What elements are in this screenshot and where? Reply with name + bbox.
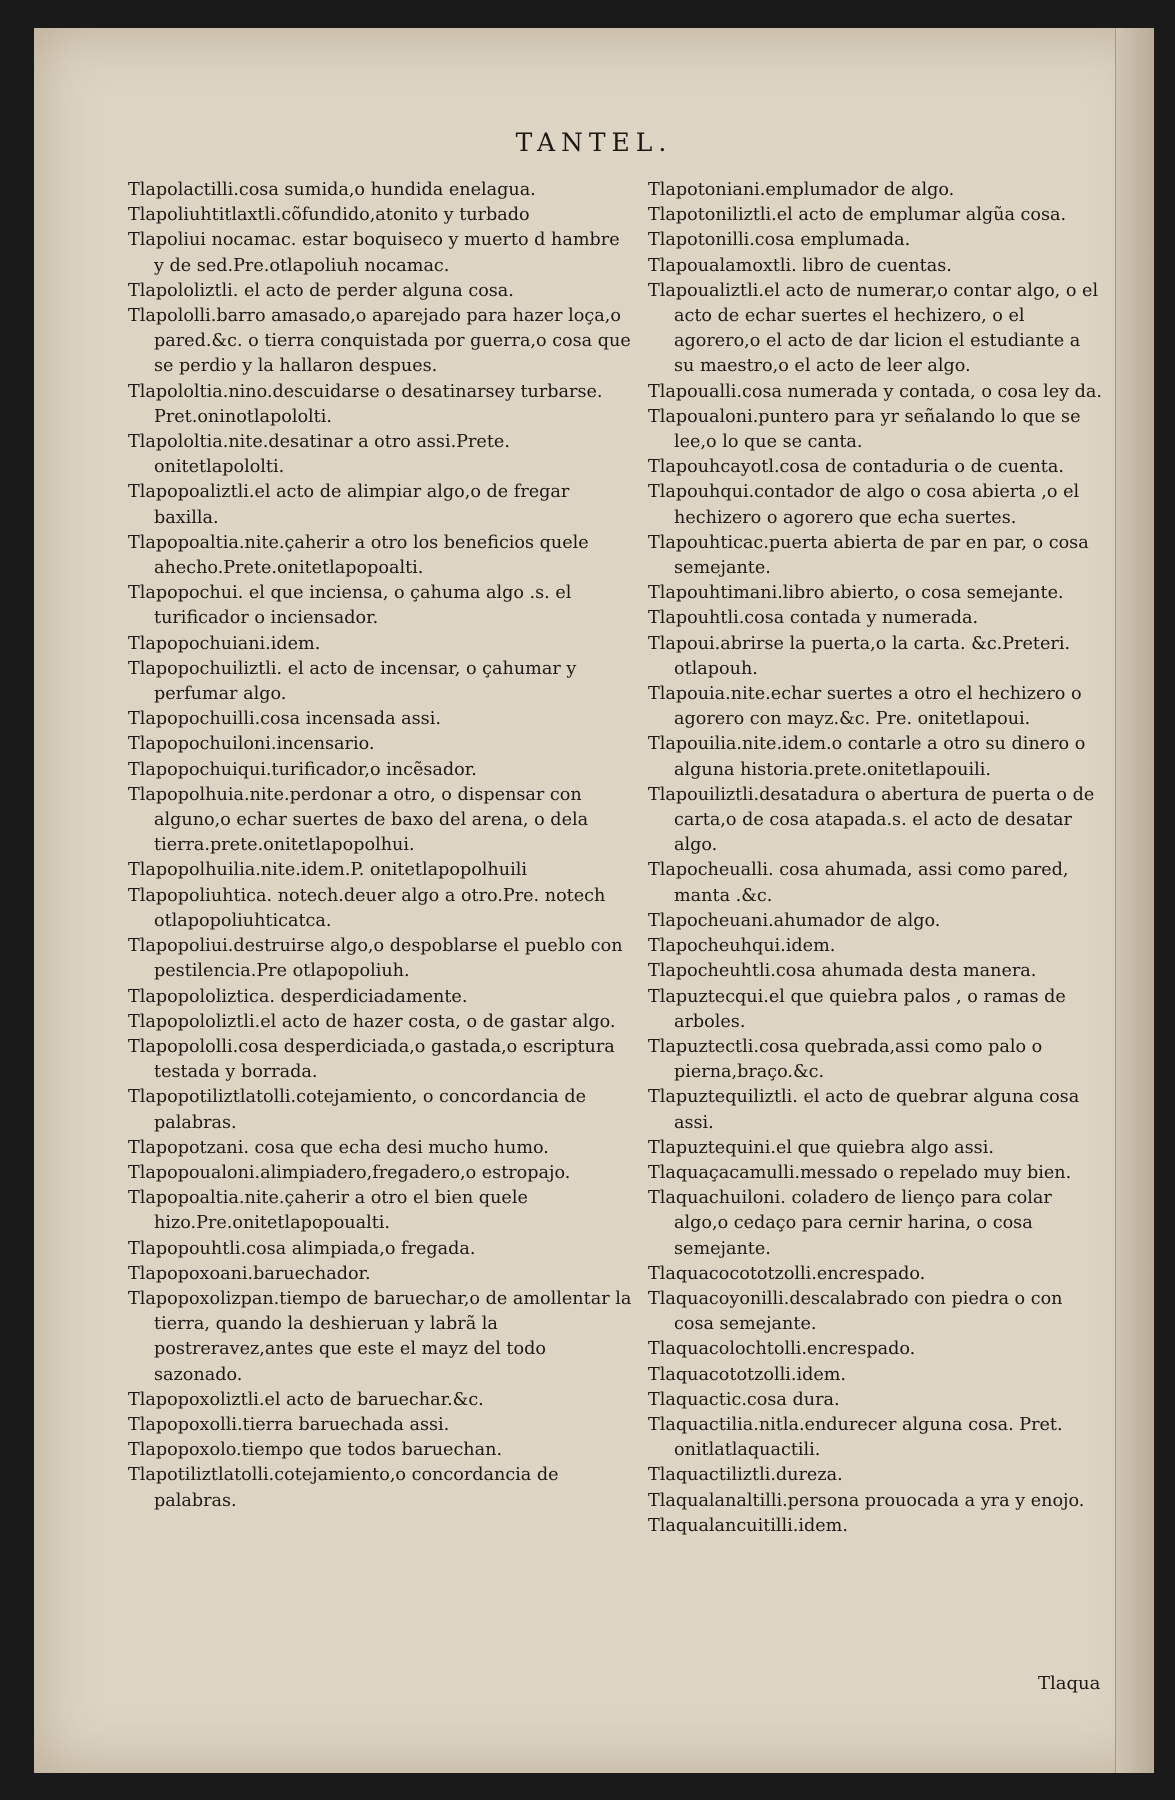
dictionary-entry: Tlapoualoni.puntero para yr señalando lo que se lee,o lo que se canta. xyxy=(648,406,1081,453)
dictionary-entry: Tlapopotiliztlatolli.cotejamiento, o concordancia de palabras. xyxy=(128,1087,587,1133)
dictionary-entry: Tlapopoliuhtica. notech.deuer algo a otro.Pre. notech otlapopoliuhticatca. xyxy=(128,885,606,931)
dictionary-entry: Tlapuztectli.cosa quebrada,assi como palo o pierna,braço.&c. xyxy=(648,1036,1043,1083)
dictionary-entry: Tlapopolhuilia.nite.idem.P. onitetlapopolhuili xyxy=(128,860,527,881)
dictionary-entry: Tlapopochuiani.idem. xyxy=(128,633,321,654)
dictionary-entry: Tlapopochuiqui.turificador,o incẽsador. xyxy=(128,759,477,780)
dictionary-entry: Tlaquacolochtolli.encrespado. xyxy=(648,1339,916,1360)
dictionary-entry: Tlapopouhtli.cosa alimpiada,o fregada. xyxy=(128,1238,476,1259)
facing-page-edge xyxy=(1115,28,1154,1773)
dictionary-entry: Tlapuztequiliztli. el acto de quebrar alguna cosa assi. xyxy=(648,1087,1080,1133)
dictionary-entry: Tlapouhtimani.libro abierto, o cosa semejante. xyxy=(648,583,1064,604)
dictionary-entry: Tlaquachuiloni. coladero de lienço para colar algo,o cedaço para cernir harina, o cosa semejante. xyxy=(648,1188,1052,1259)
dictionary-entry: Tlapoualiztli.el acto de numerar,o contar algo, o el acto de echar suertes el hechizero, o el agorero,o el acto de dar licion el estudiante a su maestro,o el acto de leer algo. xyxy=(648,280,1099,377)
dictionary-entry: Tlapoliui nocamac. estar boquiseco y muerto d hambre y de sed.Pre.otlapoliuh nocamac. xyxy=(128,230,620,276)
dictionary-entry: Tlaqualanaltilli.persona prouocada a yra y enojo. xyxy=(648,1490,1085,1511)
left-column xyxy=(128,178,633,1514)
dictionary-entry: Tlapopoxolo.tiempo que todos baruechan. xyxy=(128,1440,503,1461)
dictionary-entry: Tlapotonilli.cosa emplumada. xyxy=(648,230,911,251)
dictionary-entry: Tlaquactilia.nitla.endurecer alguna cosa. Pret. onitlatlaquactili. xyxy=(648,1414,1063,1461)
dictionary-entry: Tlaquacoyonilli.descalabrado con piedra o con cosa semejante. xyxy=(648,1288,1063,1335)
dictionary-entry: Tlapopoaltia.nite.çaherir a otro el bien quele hizo.Pre.onitetlapopoualti. xyxy=(128,1188,528,1234)
dictionary-entry: Tlapopotzani. cosa que echa desi mucho humo. xyxy=(128,1137,549,1158)
dictionary-entry: Tlapotoniani.emplumador de algo. xyxy=(648,180,955,200)
dictionary-entry: Tlapoualamoxtli. libro de cuentas. xyxy=(648,255,952,276)
dictionary-entry: Tlapuztecqui.el que quiebra palos , o ramas de arboles. xyxy=(648,986,1066,1032)
dictionary-entry: Tlapouiliztli.desatadura o abertura de puerta o de carta,o de cosa atapada.s. el acto de desatar algo. xyxy=(648,784,1095,856)
dictionary-entry: Tlapouhticac.puerta abierta de par en par, o cosa semejante. xyxy=(648,532,1089,579)
book-page xyxy=(34,28,1154,1773)
dictionary-entry: Tlapotiliztlatolli.cotejamiento,o concordancia de palabras. xyxy=(128,1465,559,1511)
dictionary-entry: Tlapololtia.nino.descuidarse o desatinarsey turbarse. Pret.oninotlapololti. xyxy=(128,381,603,427)
dictionary-entry: Tlapoualli.cosa numerada y contada, o cosa ley da. xyxy=(648,381,1103,402)
dictionary-entry: Tlapopochuiliztli. el acto de incensar, o çahumar y perfumar algo. xyxy=(128,658,577,705)
dictionary-entry: Tlapopoliui.destruirse algo,o despoblarse el pueblo con pestilencia.Pre otlapopoliuh. xyxy=(128,936,623,982)
dictionary-entry: Tlapoui.abrirse la puerta,o la carta. &c.Preteri. otlapouh. xyxy=(648,633,1071,679)
dictionary-entry: Tlapocheualli. cosa ahumada, assi como pared, manta .&c. xyxy=(648,860,1069,906)
dictionary-entry: Tlapopoxoliztli.el acto de baruechar.&c. xyxy=(128,1389,484,1410)
dictionary-entry: Tlaquacototzolli.idem. xyxy=(648,1364,847,1385)
dictionary-entry: Tlapouia.nite.echar suertes a otro el hechizero o agorero con mayz.&c. Pre. onitetlapoui. xyxy=(648,684,1082,730)
dictionary-entry: Tlapopoxolli.tierra baruechada assi. xyxy=(128,1414,450,1435)
dictionary-entry: Tlapouhtli.cosa contada y numerada. xyxy=(648,608,979,629)
dictionary-entry: Tlaquactic.cosa dura. xyxy=(648,1389,840,1410)
dictionary-entry: Tlapocheuhtli.cosa ahumada desta manera. xyxy=(648,961,1037,982)
dictionary-entry: Tlapopolhuia.nite.perdonar a otro, o dispensar con alguno,o echar suertes de baxo del arena, o dela tierra.prete.onitetlapopolhui. xyxy=(128,784,589,856)
dictionary-entry: Tlapopoxolizpan.tiempo de baruechar,o de amollentar la tierra, quando la deshieruan y labrã la postreravez,antes que este el mayz del todo sazonado. xyxy=(128,1288,632,1385)
dictionary-entry: Tlapopololiztli.el acto de hazer costa, o de gastar algo. xyxy=(128,1011,616,1032)
dictionary-entry: Tlaquactiliztli.dureza. xyxy=(648,1465,843,1486)
dictionary-entry: Tlapocheuani.ahumador de algo. xyxy=(648,910,941,931)
dictionary-entry: Tlapololiztli. el acto de perder alguna cosa. xyxy=(128,280,514,301)
dictionary-entry: Tlapouilia.nite.idem.o contarle a otro su dinero o alguna historia.prete.onitetlapouili. xyxy=(648,734,1086,780)
dictionary-entry: Tlaquacocototzolli.encrespado. xyxy=(648,1263,926,1284)
catchword: Tlaqua xyxy=(1038,1673,1101,1694)
dictionary-entry: Tlaquaçacamulli.messado o repelado muy bien. xyxy=(648,1162,1072,1183)
dictionary-entry: Tlapopoxoani.baruechador. xyxy=(128,1263,371,1284)
dictionary-entry: Tlapopololli.cosa desperdiciada,o gastada,o escriptura testada y borrada. xyxy=(128,1036,615,1083)
dictionary-entry: Tlapopoaliztli.el acto de alimpiar algo,o de fregar baxilla. xyxy=(128,482,570,528)
dictionary-entry: Tlapoliuhtitlaxtli.cõfundido,atonito y turbado xyxy=(128,205,530,226)
dictionary-entry: Tlapolactilli.cosa sumida,o hundida enelagua. xyxy=(128,180,536,200)
dictionary-entry: Tlapololli.barro amasado,o aparejado para hazer loça,o pared.&c. o tierra conquistada por guerra,o cosa que se perdio y la hallaron despues. xyxy=(128,306,631,377)
dictionary-entry: Tlapopololiztica. desperdiciadamente. xyxy=(128,986,468,1007)
dictionary-entry: Tlapololtia.nite.desatinar a otro assi.Prete. onitetlapololti. xyxy=(128,432,510,478)
dictionary-entry: Tlapopochuilli.cosa incensada assi. xyxy=(128,709,441,730)
dictionary-entry: Tlapopochuiloni.incensario. xyxy=(128,734,375,755)
dictionary-entry: Tlapuztequini.el que quiebra algo assi. xyxy=(648,1137,994,1158)
dictionary-entry: Tlapotoniliztli.el acto de emplumar algũa cosa. xyxy=(648,205,1067,226)
running-head: TANTEL. xyxy=(515,128,673,157)
dictionary-entry: Tlapopoaltia.nite.çaherir a otro los beneficios quele ahecho.Prete.onitetlapopoalti. xyxy=(128,532,589,579)
dictionary-entry: Tlapocheuhqui.idem. xyxy=(648,936,836,957)
dictionary-entry: Tlapopochui. el que inciensa, o çahuma algo .s. el turificador o inciensador. xyxy=(128,583,572,629)
dictionary-entry: Tlapouhcayotl.cosa de contaduria o de cuenta. xyxy=(648,457,1064,478)
dictionary-entry: Tlapouhqui.contador de algo o cosa abierta ,o el hechizero o agorero que echa suertes. xyxy=(648,482,1080,528)
dictionary-entry: Tlapopoualoni.alimpiadero,fregadero,o estropajo. xyxy=(128,1162,571,1183)
dictionary-entry: Tlaqualancuitilli.idem. xyxy=(648,1515,848,1536)
right-column xyxy=(648,178,1106,1539)
